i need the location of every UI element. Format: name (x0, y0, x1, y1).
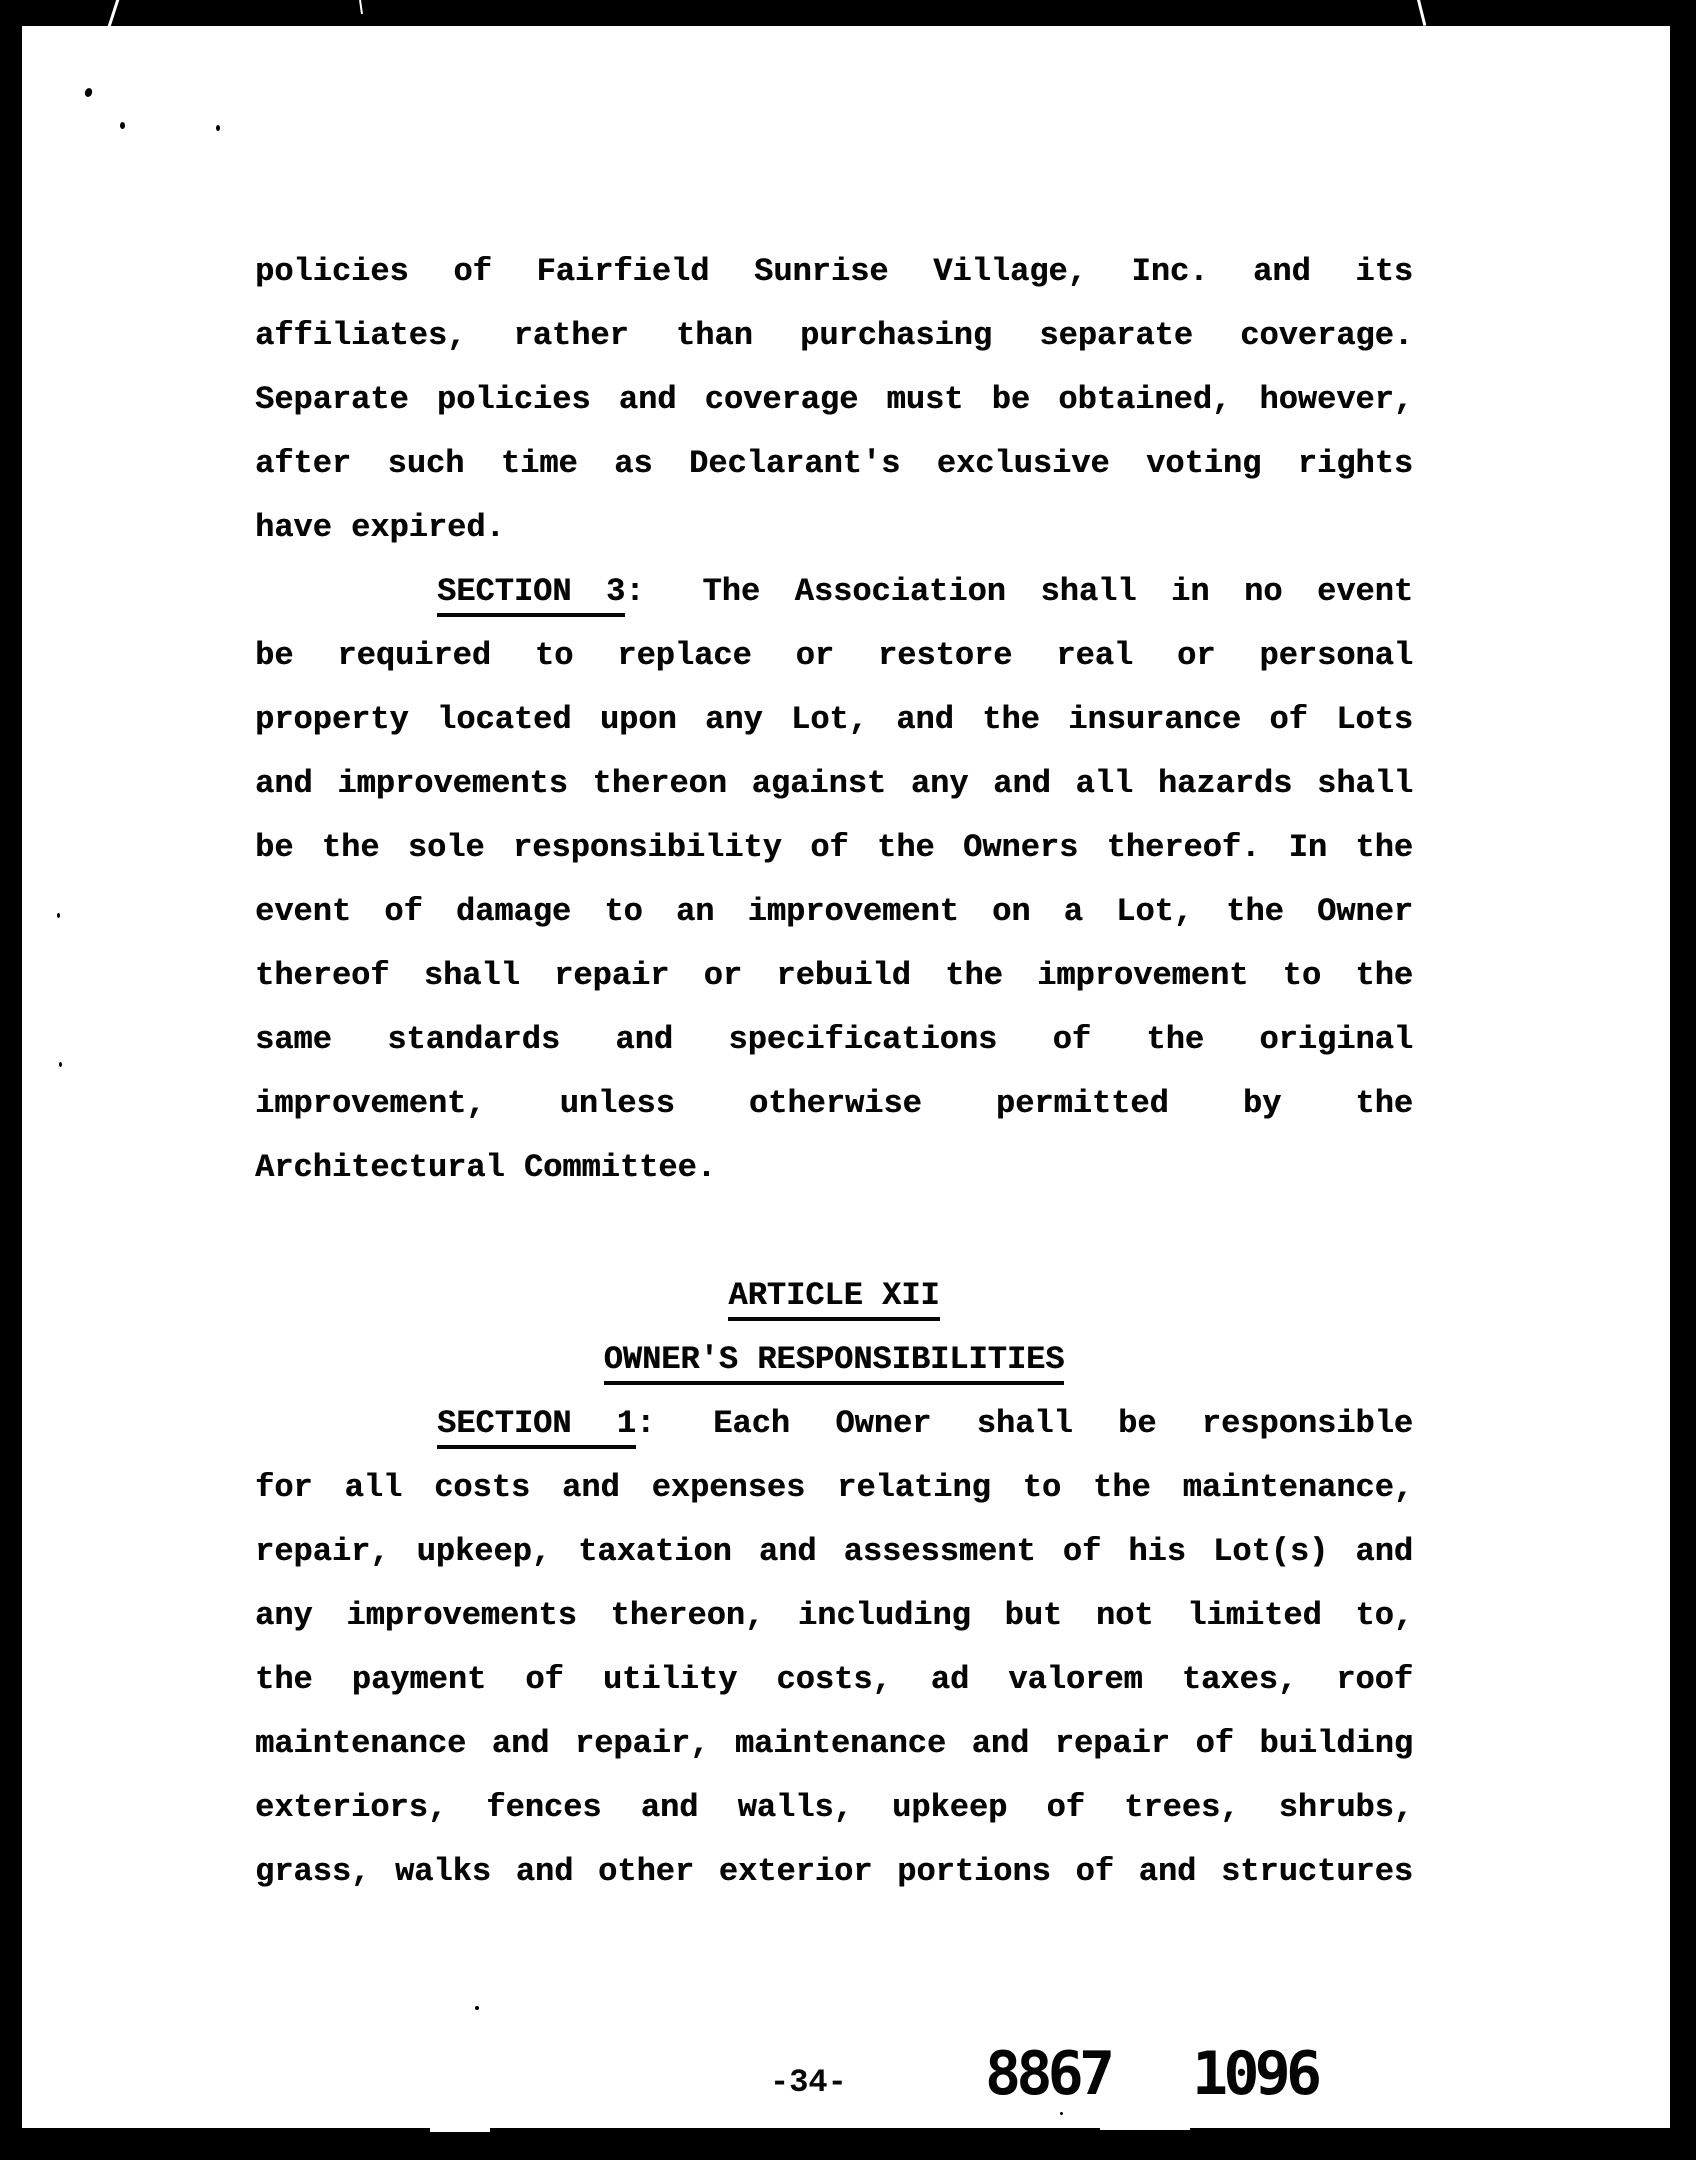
text-line: thereof shall repair or rebuild the improvement to the (255, 957, 1413, 994)
recording-stamp-book-number: 8867 (985, 2039, 1111, 2109)
section-1-heading-line (255, 1392, 1413, 1456)
text-line: affiliates, rather than purchasing separate coverage. (255, 317, 1413, 354)
scan-scratch (359, 0, 363, 14)
scan-scratch (107, 0, 120, 29)
section-1-colon: : (635, 1405, 656, 1442)
text-line: Separate policies and coverage must be obtained, however, (255, 381, 1413, 418)
scan-speck (120, 122, 125, 129)
article-subheading-line (255, 1328, 1413, 1392)
text-line: policies of Fairfield Sunrise Village, Inc. and its (255, 253, 1413, 290)
text-line: exteriors, fences and walls, upkeep of trees, shrubs, (255, 1789, 1413, 1826)
text-line: after such time as Declarant's exclusive voting rights (255, 445, 1413, 482)
recording-stamp-page-number: 1096 (1192, 2039, 1318, 2109)
text-line: be required to replace or restore real or personal (255, 637, 1413, 674)
article-heading-line (255, 1264, 1413, 1328)
text-line: event of damage to an improvement on a Lot, the Owner (255, 893, 1413, 930)
article-heading: ARTICLE XII (728, 1277, 939, 1321)
text-line: property located upon any Lot, and the insurance of Lots (255, 701, 1413, 738)
section-3-label: SECTION 3 (437, 573, 625, 617)
scan-scratch (430, 2128, 490, 2132)
scan-speck (475, 2006, 479, 2010)
text-line: repair, upkeep, taxation and assessment of his Lot(s) and (255, 1533, 1413, 1570)
text-line: for all costs and expenses relating to the maintenance, (255, 1469, 1413, 1506)
scan-speck (1060, 2112, 1063, 2115)
text-line: be the sole responsibility of the Owners thereof. In the (255, 829, 1413, 866)
blank-line (255, 1200, 1413, 1264)
text-line: maintenance and repair, maintenance and repair of building (255, 1725, 1413, 1762)
section-3-colon: : (625, 573, 645, 610)
page-number: -34- (770, 2064, 847, 2101)
text-line: the payment of utility costs, ad valorem taxes, roof (255, 1661, 1413, 1698)
text-line: same standards and specifications of the original (255, 1021, 1413, 1058)
scan-scratch (1100, 2127, 1190, 2130)
text-line: Architectural Committee. (255, 1149, 716, 1186)
text-line: and improvements thereon against any and all hazards shall (255, 765, 1413, 802)
text-line: have expired. (255, 509, 505, 546)
section-3-lead: The Association shall in no event (702, 573, 1414, 610)
text-line: improvement, unless otherwise permitted by the (255, 1085, 1413, 1122)
scan-speck (216, 125, 220, 131)
section-1-lead: Each Owner shall be responsible (713, 1405, 1414, 1442)
scan-scratch (1417, 0, 1427, 26)
section-1-label: SECTION 1 (437, 1405, 636, 1449)
article-subheading: OWNER'S RESPONSIBILITIES (604, 1341, 1065, 1385)
section-3-heading-line (255, 560, 1413, 624)
scan-speck (59, 1062, 62, 1067)
scan-speck (84, 87, 94, 98)
scan-speck (57, 913, 60, 918)
typed-text-block (255, 240, 1413, 1904)
text-line: any improvements thereon, including but not limited to, (255, 1597, 1413, 1634)
document-sheet (22, 26, 1670, 2128)
text-line: grass, walks and other exterior portions of and structures (255, 1853, 1413, 1890)
